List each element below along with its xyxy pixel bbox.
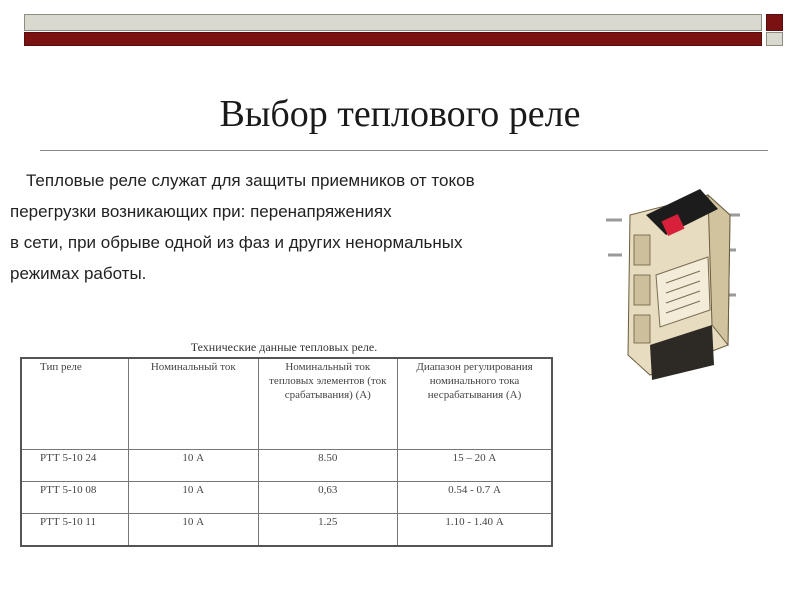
table-cell: 0,63: [258, 482, 397, 514]
paragraph-line: перегрузки возникающих при: перенапряжениях: [10, 202, 392, 221]
table-row: [21, 450, 552, 482]
header-cell-element-current: Номинальный ток тепловых элементов (ток срабатывания) (А): [258, 358, 397, 450]
header-square-red: [766, 14, 783, 31]
table-cell: 10 А: [128, 482, 258, 514]
paragraph-line: режимах работы.: [10, 264, 147, 283]
table-header-row: [21, 358, 552, 450]
table-cell: 10 А: [128, 450, 258, 482]
header-square-gray: [766, 32, 783, 46]
header-cell-adjust-range: Диапазон регулирования номинального тока несрабатывания (А): [398, 358, 552, 450]
table-cell: 0.54 - 0.7 А: [398, 482, 552, 514]
header-cell-nominal-current: Номинальный ток: [128, 358, 258, 450]
thermal-relay-photo: [600, 175, 760, 385]
table-cell: 8.50: [258, 450, 397, 482]
paragraph-line: в сети, при обрыве одной из фаз и других ненормальных: [10, 233, 463, 252]
table-row: [21, 514, 552, 547]
header-cell-type: Тип реле: [21, 358, 128, 450]
relay-specs-table: [20, 357, 553, 547]
table-cell: 1.10 - 1.40 А: [398, 514, 552, 547]
table-cell: РТТ 5-10 24: [21, 450, 128, 482]
header-bar-top: [24, 14, 762, 31]
title-divider: [40, 150, 768, 151]
table-row: [21, 482, 552, 514]
table-cell: 10 А: [128, 514, 258, 547]
body-paragraph: [10, 165, 570, 289]
table-cell: 1.25: [258, 514, 397, 547]
table-cell: РТТ 5-10 08: [21, 482, 128, 514]
table-cell: РТТ 5-10 11: [21, 514, 128, 547]
paragraph-line: Тепловые реле служат для защиты приемников от токов: [26, 171, 475, 190]
table-caption: Технические данные тепловых реле.: [190, 340, 378, 354]
header-bar-bottom: [24, 32, 762, 46]
table-cell: 15 – 20 А: [398, 450, 552, 482]
slide-title: Выбор теплового реле: [219, 93, 581, 135]
